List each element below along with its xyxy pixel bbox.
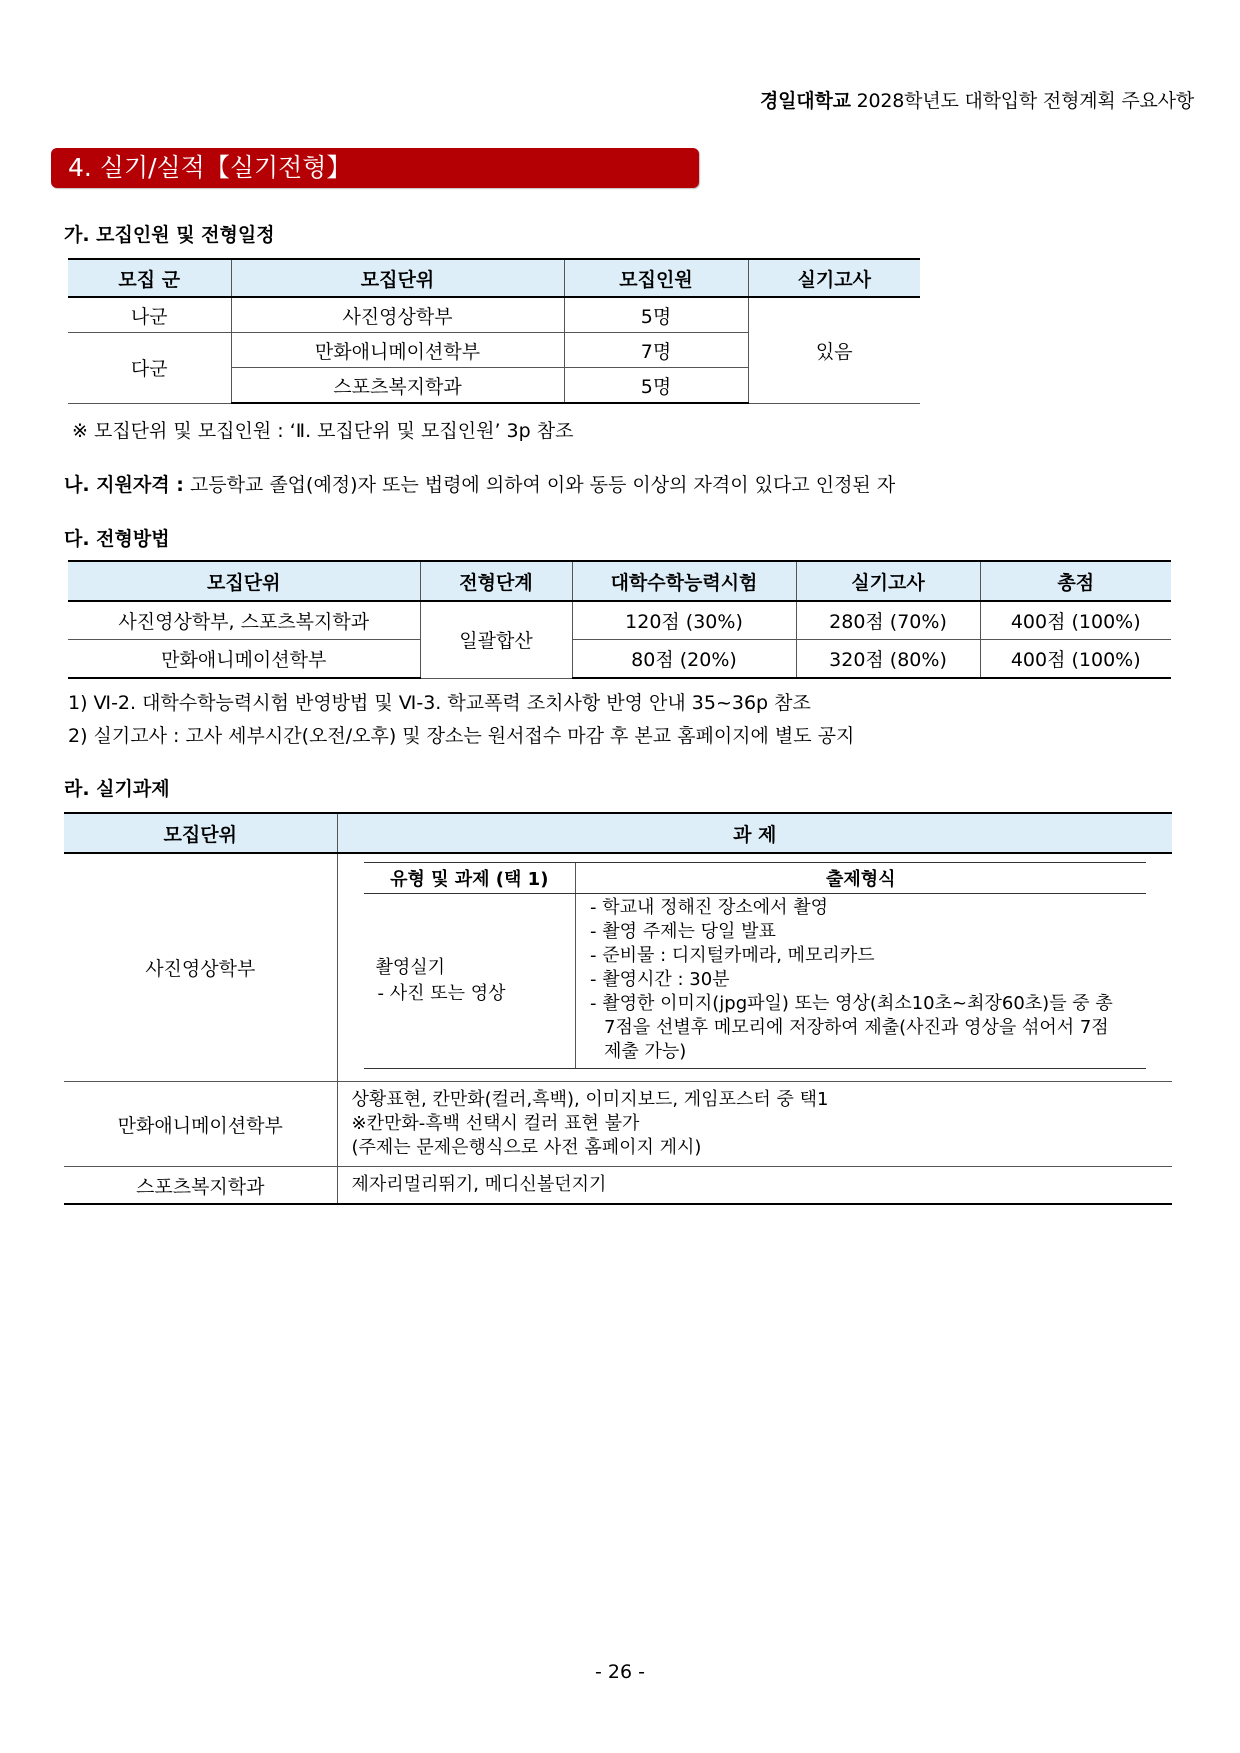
unit-cell: 만화애니메이션학부 — [64, 1082, 337, 1167]
col-header-unit: 모집단위 — [68, 561, 420, 601]
count-cell: 5명 — [564, 368, 748, 404]
photo-task-table — [364, 862, 1146, 1069]
unit-cell: 사진영상학부, 스포츠복지학과 — [68, 601, 420, 640]
table-row — [68, 601, 1171, 640]
practical-task-table — [64, 812, 1172, 1205]
col-header-total: 총점 — [980, 561, 1171, 601]
inner-col-header-format: 출제형식 — [576, 863, 1146, 894]
table-row — [64, 853, 1172, 1082]
section-b-text: 고등학교 졸업(예정)자 또는 법령에 의하여 이와 동등 이상의 자격이 있다고 인정된 자 — [189, 474, 896, 496]
task-line: (주제는 문제은행식으로 사전 홈페이지 게시) — [351, 1137, 702, 1158]
csat-cell: 80점 (20%) — [572, 640, 796, 679]
col-header-task: 과 제 — [337, 813, 1172, 853]
header-title: 2028학년도 대학입학 전형계획 주요사항 — [856, 90, 1194, 112]
document-header — [760, 86, 1194, 113]
section-a-note: ※ 모집단위 및 모집인원 : ‘Ⅱ. 모집단위 및 모집인원’ 3p 참조 — [72, 420, 574, 442]
count-cell: 7명 — [564, 333, 748, 368]
practical-cell: 320점 (80%) — [796, 640, 980, 679]
task-cell — [337, 853, 1172, 1082]
type-line: 촬영실기 — [375, 957, 446, 978]
type-line: - 사진 또는 영상 — [377, 983, 506, 1004]
format-item: - 준비물 : 디지털카메라, 메모리카드 — [590, 945, 875, 966]
col-header-count: 모집인원 — [564, 259, 748, 297]
table-row — [64, 1082, 1172, 1167]
page-number: - 26 - — [595, 1661, 645, 1683]
format-cell — [576, 894, 1146, 1069]
section-banner: 4. 실기/실적【실기전형】 — [51, 148, 699, 188]
group-cell: 다군 — [68, 333, 231, 404]
count-cell: 5명 — [564, 297, 748, 333]
type-cell — [364, 894, 576, 1069]
section-c-note-2: 2) 실기고사 : 고사 세부시간(오전/오후) 및 장소는 원서접수 마감 후 본교 홈페이지에 별도 공지 — [68, 725, 855, 747]
section-c-heading: 다. 전형방법 — [64, 528, 170, 550]
stage-cell: 일괄합산 — [420, 601, 572, 678]
task-line: 상황표현, 칸만화(컬러,흑백), 이미지보드, 게임포스터 중 택1 — [351, 1089, 829, 1110]
recruitment-table — [68, 258, 920, 404]
school-name: 경일대학교 — [759, 90, 851, 112]
inner-col-header-type: 유형 및 과제 (택 1) — [364, 863, 576, 894]
unit-cell: 스포츠복지학과 — [64, 1167, 337, 1205]
col-header-unit: 모집단위 — [64, 813, 337, 853]
practical-cell: 280점 (70%) — [796, 601, 980, 640]
unit-cell: 만화애니메이션학부 — [68, 640, 420, 679]
task-line: ※칸만화-흑백 선택시 컬러 표현 불가 — [351, 1113, 640, 1134]
table-row — [68, 297, 920, 333]
exam-cell: 있음 — [748, 297, 920, 403]
format-item: - 촬영 주제는 당일 발표 — [590, 921, 776, 942]
total-cell: 400점 (100%) — [980, 601, 1171, 640]
csat-cell: 120점 (30%) — [572, 601, 796, 640]
section-c-note-1: 1) Ⅵ-2. 대학수학능력시험 반영방법 및 Ⅵ-3. 학교폭력 조치사항 반영 안내 35~36p 참조 — [68, 692, 811, 714]
col-header-practical: 실기고사 — [796, 561, 980, 601]
task-cell: 제자리멀리뛰기, 메디신볼던지기 — [337, 1167, 1172, 1205]
group-cell: 나군 — [68, 297, 231, 333]
table-row — [64, 1167, 1172, 1205]
total-cell: 400점 (100%) — [980, 640, 1171, 679]
section-a-heading: 가. 모집인원 및 전형일정 — [64, 224, 275, 246]
format-item: - 촬영한 이미지(jpg파일) 또는 영상(최소10초~최장60초)들 중 총 7점을 선별후 메모리에 저장하여 제출(사진과 영상을 섞어서 7점 제출 가능) — [590, 993, 1113, 1062]
section-d-heading: 라. 실기과제 — [64, 778, 170, 800]
unit-cell: 만화애니메이션학부 — [231, 333, 564, 368]
format-item: - 학교내 정해진 장소에서 촬영 — [590, 897, 829, 918]
col-header-unit: 모집단위 — [231, 259, 564, 297]
unit-cell: 사진영상학부 — [231, 297, 564, 333]
table-row — [68, 640, 1171, 679]
col-header-exam: 실기고사 — [748, 259, 920, 297]
format-item: - 촬영시간 : 30분 — [590, 969, 730, 990]
col-header-group: 모집 군 — [68, 259, 231, 297]
selection-method-table — [68, 560, 1171, 679]
section-b-label: 나. 지원자격 : — [64, 474, 184, 496]
section-b — [64, 470, 895, 497]
unit-cell: 스포츠복지학과 — [231, 368, 564, 404]
col-header-csat: 대학수학능력시험 — [572, 561, 796, 601]
unit-cell: 사진영상학부 — [64, 853, 337, 1082]
col-header-stage: 전형단계 — [420, 561, 572, 601]
task-cell — [337, 1082, 1172, 1167]
